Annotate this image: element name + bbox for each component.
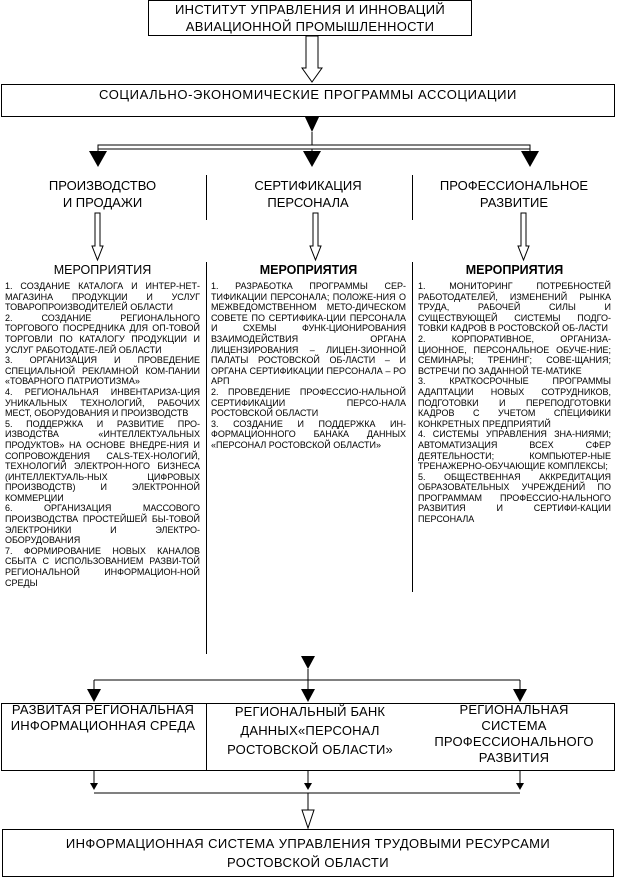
result-personnel-databank-line-1: РЕГИОНАЛЬНЫЙ БАНК [234,704,386,719]
measure-item: 6. ОРГАНИЗАЦИЯ МАССОВОГО ПРОИЗВОДСТВА ПРОСТЕЙШЕЙ БЫ-ТОВОЙ ЭЛЕКТРОНИКИ И ЭЛЕКТРО-ОБОРУДОВАНИЯ [5,503,200,546]
measures-title: МЕРОПРИЯТИЯ [259,263,358,277]
filled-arrow-down [303,151,321,167]
filled-arrow-down [305,117,319,132]
measure-item: 2. СОЗДАНИЕ РЕГИОНАЛЬНОГО ТОРГОВОГО ПОСРЕДНИКА ДЛЯ ОП-ТОВОЙ ТОРГОВЛИ ПО КАТАЛОГУ ПРОДУКЦИИ И УСЛУГ РАБОТОДАТЕ-ЛЕЙ ОБЛАСТИ [5,312,200,355]
final-system-title-line-1: ИНФОРМАЦИОННАЯ СИСТЕМА УПРАВЛЕНИЯ ТРУДОВЫМИ РЕСУРСАМИ [65,836,551,851]
hollow-arrow-down [302,36,322,82]
measure-item: 1. РАЗРАБОТКА ПРОГРАММЫ СЕР-ТИФИКАЦИИ ПЕРСОНАЛА; ПОЛОЖЕ-НИЯ О МЕЖВЕДОМСТВЕННОМ МЕТО-ДИЧЕСКОМ СОВЕТЕ ПО СЕРТИФИКА-ЦИИ ПЕРСОНАЛА И СХЕМЫ ФУНК-ЦИОНИРОВАНИЯ ВЗАИМОДЕЙСТВИЯ ОРГАНА ЛИЦЕНЗИРОВАНИЯ – ЛИЦЕН-ЗИОННОЙ ПАЛАТЫ РОСТОВСКОЙ ОБ-ЛАСТИ – И ОРГАНА СЕРТИФИКАЦИИ ПЕРСОНАЛА – РО АРП [211,281,406,387]
result-personnel-databank-line-3: РОСТОВСКОЙ ОБЛАСТИ» [227,742,393,757]
filled-arrow-down [513,689,527,702]
measure-item: 5. ОБЩЕСТВЕННАЯ АККРЕДИТАЦИЯ ОБРАЗОВАТЕЛЬНЫХ УЧРЕЖДЕНИЙ ПО ПРОГРАММАМ ПРОФЕССИО-НАЛЬНОГО РАЗВИТИЯ И СЕРТИФИ-КАЦИИ ПЕРСОНАЛА [418,471,611,525]
result-professional-development-line-3: ПРОФЕССИОНАЛЬНОГО [434,734,594,749]
final-system-title-line-2: РОСТОВСКОЙ ОБЛАСТИ [226,855,390,870]
result-professional-development-line-4: РАЗВИТИЯ [478,750,550,765]
filled-arrow-down [301,656,315,669]
measure-item: 3. ОРГАНИЗАЦИЯ И ПРОВЕДЕНИЕ СПЕЦИАЛЬНОЙ РЕКЛАМНОЙ КОМ-ПАНИИ «ТОВАРНОГО ПАТРИОТИЗМА» [5,355,200,387]
result-professional-development-line-1: РЕГИОНАЛЬНАЯ [459,702,569,717]
institute-title-line-2: АВИАЦИОННОЙ ПРОМЫШЛЕННОСТИ [185,19,435,34]
column-heading-production-line-1: ПРОИЗВОДСТВО [48,178,157,193]
institute-title-line-1: ИНСТИТУТ УПРАВЛЕНИЯ И ИННОВАЦИЙ [175,2,445,17]
measure-item: 2. ПРОВЕДЕНИЕ ПРОФЕССИО-НАЛЬНОЙ СЕРТИФИКАЦИИ ПЕРСО-НАЛА РОСТОВСКОЙ ОБЛАСТИ [211,386,406,419]
filled-arrow-down [90,783,98,790]
hollow-arrow-down [310,213,321,260]
column-heading-certification-line-1: СЕРТИФИКАЦИЯ [254,178,362,193]
hollow-arrow-down [302,810,314,828]
column-heading-certification-line-2: ПЕРСОНАЛА [267,195,349,210]
measure-item: 7. ФОРМИРОВАНИЕ НОВЫХ КАНАЛОВ СБЫТА С ИСПОЛЬЗОВАНИЕМ РАЗВИ-ТОЙ РЕГИОНАЛЬНОЙ ИНФОРМАЦИОН-НОЙ СРЕДЫ [5,545,200,588]
measure-item: 2. КОРПОРАТИВНОЕ, ОРГАНИЗА-ЦИОННОЕ, ПЕРСОНАЛЬНОЕ ОБУЧЕ-НИЕ; СЕМИНАРЫ; ТРЕНИНГ; СОВЕ-ЩАНИЯ; ВСТРЕЧИ ПО ЗАДАННОЙ ТЕ-МАТИКЕ [418,333,611,376]
filled-arrow-down [301,689,315,702]
measure-item: 1. СОЗДАНИЕ КАТАЛОГА И ИНТЕР-НЕТ-МАГАЗИНА ПРОДУКЦИИ И УСЛУГ ТОВАРОПРОИЗВОДИТЕЛЕЙ ОБЛАСТИ [5,281,200,313]
measure-item: 4. СИСТЕМЫ УПРАВЛЕНИЯ ЗНА-НИЯМИ; АВТОМАТИЗАЦИЯ ВСЕХ СФЕР ДЕЯТЕЛЬНОСТИ; КОМПЬЮТЕР-НЫЕ ТРЕНАЖЕРНО-ОБУЧАЮЩИЕ КОМПЛЕКСЫ; [418,429,611,472]
column-heading-development-line-1: ПРОФЕССИОНАЛЬНОЕ [439,178,589,193]
hollow-arrow-down [92,213,103,260]
measure-item: 4. РЕГИОНАЛЬНАЯ ИНВЕНТАРИЗА-ЦИЯ УНИКАЛЬНЫХ ТЕХНОЛОГИЙ, РАБОЧИХ МЕСТ, ОБОРУДОВАНИЯ И ПРОИЗВОДСТВ [5,386,200,419]
measure-item: 5. ПОДДЕРЖКА И РАЗВИТИЕ ПРО-ИЗВОДСТВА «ИНТЕЛЛЕКТУАЛЬНЫХ ПРОДУКТОВ» НА ОСНОВЕ ВНЕДРЕ-НИЯ И СОПРОВОЖДЕНИЯ CALS-ТЕХ-НОЛОГИЙ, ТЕХНОЛОГИЙ ЭЛЕКТРОН-НОГО БИЗНЕСА (ИНТЕЛЛЕКТУАЛЬ-НЫХ ЦИФРОВЫХ ПРОИЗВОДСТВ) И ЭЛЕКТРОННОЙ КОММЕРЦИИ [5,418,200,503]
filled-arrow-down [521,151,539,167]
result-personnel-databank-line-2: ДАННЫХ«ПЕРСОНАЛ [240,723,380,738]
result-information-environment-line-2: ИНФОРМАЦИОННАЯ СРЕДА [10,718,196,733]
result-information-environment-line-1: РАЗВИТАЯ РЕГИОНАЛЬНАЯ [11,702,195,717]
association-programs-title: СОЦИАЛЬНО-ЭКОНОМИЧЕСКИЕ ПРОГРАММЫ АССОЦИАЦИИ [99,87,517,102]
column-heading-development-line-2: РАЗВИТИЕ [479,195,549,210]
measure-item: 1. МОНИТОРИНГ ПОТРЕБНОСТЕЙ РАБОТОДАТЕЛЕЙ, ИЗМЕНЕНИЙ РЫНКА ТРУДА, РАБОЧЕЙ СИЛЫ И СУЩЕСТВУЮЩЕЙ СИСТЕМЫ ПОДГО-ТОВКИ КАДРОВ В РОСТОВСКОЙ ОБ-ЛАСТИ [418,281,611,334]
column-heading-production-line-2: И ПРОДАЖИ [62,195,143,210]
measure-item: 3. КРАТКОСРОЧНЫЕ ПРОГРАММЫ АДАПТАЦИИ НОВЫХ СОТРУДНИКОВ, ПОДГОТОВКИ И ПЕРЕПОДГОТОВКИ КАДРОВ С УЧЕТОМ СПЕЦИФИКИ КОНКРЕТНЫХ ПРЕДПРИЯТИЙ [418,376,611,429]
filled-arrow-down [516,783,524,790]
result-professional-development-line-2: СИСТЕМА [481,718,547,733]
hollow-arrow-down [518,213,529,260]
filled-arrow-down [89,151,107,167]
measures-title: МЕРОПРИЯТИЯ [53,263,152,277]
double-connector-bar [98,145,530,149]
measure-item: 3. СОЗДАНИЕ И ПОДДЕРЖКА ИН-ФОРМАЦИОННОГО БАНАКА ДАННЫХ «ПЕРСОНАЛ РОСТОВСКОЙ ОБЛАСТИ» [211,418,406,450]
measures-title: МЕРОПРИЯТИЯ [465,263,564,277]
filled-arrow-down [304,783,312,790]
filled-arrow-down [87,689,101,702]
